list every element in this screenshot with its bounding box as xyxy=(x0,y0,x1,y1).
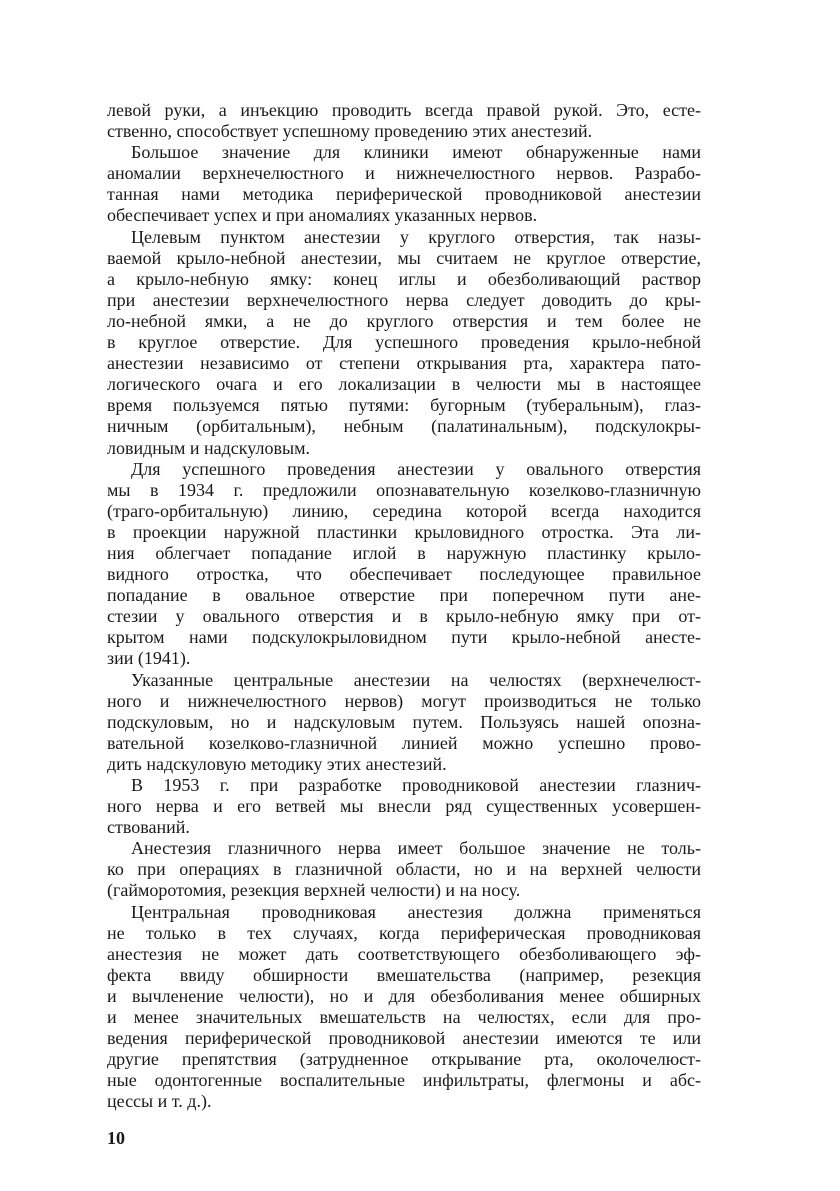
text-line: стезии у овального отверстия и в крыло-небную ямку при от- xyxy=(107,606,701,627)
paragraph xyxy=(107,459,701,670)
text-line: и менее значительных вмешательств на челюстях, если для про- xyxy=(107,1007,701,1028)
text-line: ния облегчает попадание иглой в наружную пластинку крыло- xyxy=(107,542,701,563)
paragraph xyxy=(107,100,701,142)
text-line: ведения периферической проводниковой анестезии имеются те или xyxy=(107,1028,701,1049)
text-line: фекта ввиду обширности вмешательства (например, резекция xyxy=(107,964,701,985)
text-line: в проекции наружной пластинки крыловидного отростка. Эта ли- xyxy=(107,521,701,542)
text-line: видного отростка, что обеспечивает последующее правильное xyxy=(107,564,701,585)
text-line: анестезия не может дать соответствующего обезболивающего эф- xyxy=(107,943,701,964)
text-line: Большое значение для клиники имеют обнаруженные нами xyxy=(131,142,701,163)
text-line: левой руки, а инъекцию проводить всегда правой рукой. Это, есте- xyxy=(107,100,701,120)
paragraph xyxy=(107,142,701,226)
text-line: ловидным и надскуловым. xyxy=(107,437,310,458)
text-line: Для успешного проведения анестезии у овального отверстия xyxy=(131,458,701,479)
text-line: ственно, способствует успешному проведению этих анестезий. xyxy=(107,121,593,142)
text-line: мы в 1934 г. предложили опознавательную козелково-глазничную xyxy=(107,479,701,500)
text-line: Центральная проводниковая анестезия должна применяться xyxy=(131,901,701,922)
text-line: Целевым пунктом анестезии у круглого отверстия, так назы- xyxy=(131,226,701,247)
text-line: подскуловым, но и надскуловым путем. Пользуясь нашей опозна- xyxy=(107,711,701,732)
paragraph xyxy=(107,775,701,838)
text-line: при анестезии верхнечелюстного нерва следует доводить до кры- xyxy=(107,289,701,310)
paragraph xyxy=(107,902,701,1113)
text-line: дить надскуловую методику этих анестезий. xyxy=(107,753,447,774)
text-line: танная нами методика периферической проводниковой анестезии xyxy=(107,184,701,205)
text-line: ло-небной ямки, а не до круглого отверстия и тем более не xyxy=(107,310,701,331)
text-line: ничным (орбитальным), небным (палатинальным), подскулокры- xyxy=(107,416,701,437)
text-line: (гайморотомия, резекция верхней челюсти) и на носу. xyxy=(107,880,521,901)
text-line: вательной козелково-глазничной линией можно успешно прово- xyxy=(107,732,701,753)
page-number: 10 xyxy=(107,1128,125,1148)
text-line: другие препятствия (затрудненное открывание рта, околочелюст- xyxy=(107,1049,701,1070)
text-line: ко при операциях в глазничной области, но и на верхней челюсти xyxy=(107,859,701,880)
text-line: (траго-орбитальную) линию, середина которой всегда находится xyxy=(107,500,701,521)
text-line: ного и нижнечелюстного нервов) могут производиться не только xyxy=(107,690,701,711)
page-body-text xyxy=(107,100,701,1113)
text-line: не только в тех случаях, когда периферическая проводниковая xyxy=(107,922,701,943)
paragraph xyxy=(107,838,701,901)
text-line: крытом нами подскулокрыловидном пути крыло-небной анесте- xyxy=(107,627,701,648)
text-line: аномалии верхнечелюстного и нижнечелюстного нервов. Разрабо- xyxy=(107,163,701,184)
text-line: ного нерва и его ветвей мы внесли ряд существенных усовершен- xyxy=(107,796,701,817)
paragraph xyxy=(107,670,701,775)
text-line: В 1953 г. при разработке проводниковой анестезии глазнич- xyxy=(131,775,701,795)
text-line: ствований. xyxy=(107,817,190,838)
text-line: анестезии независимо от степени открывания рта, характера пато- xyxy=(107,353,701,374)
text-line: и вычленение челюсти), но и для обезболивания менее обширных xyxy=(107,985,701,1006)
text-line: цессы и т. д.). xyxy=(107,1091,212,1112)
text-line: ные одонтогенные воспалительные инфильтраты, флегмоны и абс- xyxy=(107,1070,701,1091)
text-line: логического очага и его локализации в челюсти мы в настоящее xyxy=(107,374,701,395)
text-line: а крыло-небную ямку: конец иглы и обезболивающий раствор xyxy=(107,268,701,289)
text-line: в круглое отверстие. Для успешного проведения крыло-небной xyxy=(107,332,701,353)
text-line: Указанные центральные анестезии на челюстях (верхнечелюст- xyxy=(131,669,701,690)
text-line: попадание в овальное отверстие при поперечном пути ане- xyxy=(107,585,701,606)
text-line: время пользуемся пятью путями: бугорным (туберальным), глаз- xyxy=(107,395,701,416)
paragraph xyxy=(107,227,701,459)
text-line: зии (1941). xyxy=(107,648,191,669)
text-line: ваемой крыло-небной анестезии, мы считаем не круглое отверстие, xyxy=(107,247,701,268)
text-line: обеспечивает успех и при аномалиях указанных нервов. xyxy=(107,205,538,226)
text-line: Анестезия глазничного нерва имеет большое значение не толь- xyxy=(131,838,701,859)
